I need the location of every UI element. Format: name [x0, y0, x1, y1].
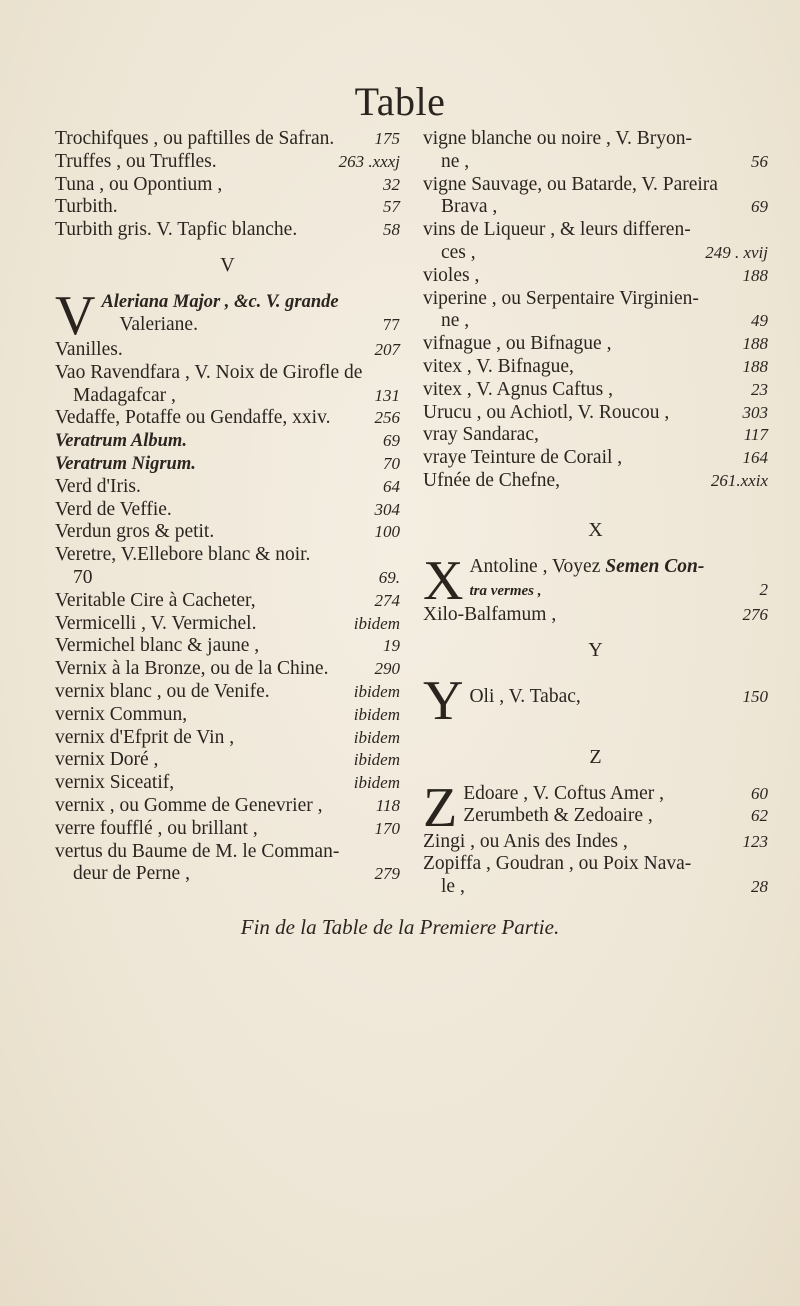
index-entry: [423, 424, 768, 447]
entry-text: Veratrum Album.: [55, 431, 187, 452]
page-number: 188: [742, 356, 768, 376]
page-number: 32: [383, 174, 400, 194]
entry-text: vertus du Baume de M. le Comman-: [55, 840, 340, 862]
entry-continuation: ces ,: [441, 241, 476, 263]
entry-text: vray Sandarac,: [423, 424, 539, 446]
page-number: 304: [374, 499, 400, 519]
end-of-table-note: Fin de la Table de la Premiere Partie.: [240, 915, 560, 939]
page-number: 70: [383, 453, 400, 473]
page-number: 28: [751, 877, 768, 897]
section-heading-x: X: [588, 518, 603, 541]
entry-text: vraye Teinture de Corail ,: [423, 447, 623, 469]
page-number: ibidem: [353, 727, 400, 747]
drop-cap-v: V: [55, 290, 96, 339]
index-entry: [55, 339, 400, 362]
entry-text: Vermicelli , V. Vermichel.: [55, 612, 257, 634]
index-entry: [55, 476, 400, 499]
entry-text: vernix Doré ,: [55, 749, 159, 771]
entry-text: Ufnée de Chefne,: [423, 469, 560, 491]
index-entry: [55, 704, 400, 727]
page-number: 49: [751, 311, 768, 331]
index-entry: [55, 681, 400, 704]
entry-text: vernix , ou Gomme de Genevrier ,: [55, 794, 323, 816]
entry-text: violes ,: [423, 264, 480, 286]
entry-text: vernix Commun,: [55, 703, 188, 725]
index-entry: Oli , V. Tabac, 150: [469, 685, 768, 707]
index-entry: Edoare , V. Coftus Amer , 60: [463, 782, 768, 804]
entry-text: vitex , V. Agnus Caftus ,: [423, 378, 613, 400]
section-heading-y: Y: [588, 638, 603, 661]
v-first-entry: [55, 291, 400, 339]
index-entry: [423, 265, 768, 288]
index-entry: [55, 521, 400, 544]
index-entry: [55, 174, 400, 197]
index-entry: Antoline , Voyez Semen Con-: [469, 555, 705, 577]
index-entry: [423, 333, 768, 356]
entry-text: Zingi , ou Anis des Indes ,: [423, 830, 628, 852]
page-number: ibidem: [353, 750, 400, 770]
index-entry: [423, 356, 768, 379]
index-entry: [55, 772, 400, 795]
page-number: 170: [374, 818, 400, 838]
entry-text: Trochifques , ou paftilles de Safran.: [55, 128, 335, 149]
page-number: 188: [742, 265, 768, 285]
page-number: 123: [742, 831, 768, 851]
entry-text: Veritable Cire à Cacheter,: [55, 589, 256, 611]
index-entry: tra vermes , 2: [469, 579, 768, 599]
page-number: ibidem: [353, 681, 400, 701]
entry-continuation: ne ,: [441, 310, 470, 332]
page-number: 263 .xxxj: [338, 151, 400, 171]
z-first-entry: [423, 783, 768, 831]
entry-text: Verd de Veffie.: [55, 498, 172, 520]
section-heading-z: Z: [589, 745, 602, 768]
index-entry: [55, 128, 400, 151]
entry-text: vernix Siceatif,: [55, 772, 175, 794]
entry-continuation: ne ,: [441, 150, 470, 172]
page-number: 279: [374, 864, 400, 884]
page-number: 256: [374, 408, 400, 428]
entry-text: vifnague , ou Bifnague ,: [423, 333, 612, 355]
page-number: 274: [374, 590, 400, 610]
entry-continuation: Madagafcar ,: [73, 384, 176, 406]
index-entry: [423, 219, 768, 265]
page-number: 69: [751, 197, 768, 217]
index-entry: [423, 604, 768, 627]
left-column: [55, 128, 400, 886]
index-entry: [55, 151, 400, 174]
index-entry: [423, 831, 768, 854]
entry-continuation: Brava ,: [441, 196, 498, 218]
index-entry: [423, 853, 768, 899]
entry-text: Zopiffa , Goudran , ou Poix Nava-: [423, 853, 692, 875]
entry-text: Verd d'Iris.: [55, 475, 141, 497]
entry-text: Vanilles.: [55, 338, 123, 360]
index-entry: [55, 749, 400, 772]
entry-text: Vao Ravendfara , V. Noix de Girofle de: [55, 361, 363, 383]
page-title: Table: [354, 79, 446, 124]
index-entry: [55, 818, 400, 841]
page-number: 69.: [378, 567, 400, 587]
index-entry: [55, 544, 400, 590]
entry-text: vigne blanche ou noire , V. Bryon-: [423, 128, 692, 149]
entry-continuation: deur de Perne ,: [73, 863, 190, 885]
page-number: ibidem: [353, 773, 400, 793]
section-heading-v: V: [220, 253, 235, 276]
entry-continuation: 70: [73, 566, 93, 588]
v-entries: [55, 339, 400, 886]
index-entry: [423, 174, 768, 220]
index-entry: [55, 795, 400, 818]
page-number: 58: [383, 220, 400, 240]
index-entry: [55, 219, 400, 242]
index-entry: [55, 453, 400, 476]
page-number: 188: [742, 334, 768, 354]
page-number: 100: [374, 522, 400, 542]
entry-text: Urucu , ou Achiotl, V. Roucou ,: [423, 401, 670, 423]
page-number: 117: [743, 425, 768, 445]
index-entry: [423, 447, 768, 470]
entry-text: Veretre, V.Ellebore blanc & noir.: [55, 544, 311, 566]
index-entry: [55, 430, 400, 453]
x-entries: [423, 604, 768, 627]
page-number: 175: [374, 129, 400, 148]
page-number: 207: [374, 339, 400, 359]
entry-text: Vernix à la Bronze, ou de la Chine.: [55, 658, 329, 680]
index-entry: [55, 635, 400, 658]
page-number: 249 . xvij: [705, 242, 768, 262]
page-number: ibidem: [353, 704, 400, 724]
v-entries-continued: [423, 128, 768, 493]
page-number: 56: [751, 151, 768, 171]
index-entry: [55, 590, 400, 613]
index-entry: [55, 658, 400, 681]
index-entry: [423, 288, 768, 334]
page-number: 69: [383, 431, 400, 451]
index-entry: [55, 841, 400, 887]
y-first-entry: [423, 676, 768, 724]
page-number: 57: [383, 197, 400, 217]
page-number: 23: [751, 379, 768, 399]
index-entry: [423, 470, 768, 493]
drop-cap-y: Y: [423, 675, 464, 724]
index-entry: Zerumbeth & Zedoaire , 62: [463, 805, 768, 827]
entry-text: Tuna , ou Opontium ,: [55, 173, 223, 195]
index-entry: [55, 196, 400, 219]
z-entries: [423, 831, 768, 899]
page-number: 19: [383, 636, 400, 656]
index-entry: Aleriana Major , &c. V. grande: [101, 291, 339, 312]
page-number: 261.xxix: [710, 470, 768, 490]
entry-text: Turbith gris. V. Tapfic blanche.: [55, 219, 298, 241]
index-entry: [423, 402, 768, 425]
drop-cap-x: X: [423, 555, 464, 604]
index-entry: Valeriane. 77: [119, 313, 400, 335]
entry-text: vernix blanc , ou de Venife.: [55, 680, 270, 702]
page-number: 164: [742, 448, 768, 468]
entry-text: vernix d'Efprit de Vin ,: [55, 726, 235, 748]
page-number: 131: [374, 385, 400, 405]
entry-text: Vedaffe, Potaffe ou Gendaffe, xxiv.: [55, 407, 331, 429]
index-entry: [423, 128, 768, 174]
entry-text: verre foufflé , ou brillant ,: [55, 817, 258, 839]
entry-text: Vermichel blanc & jaune ,: [55, 635, 260, 657]
entry-text: viperine , ou Serpentaire Virginien-: [423, 287, 699, 309]
index-entry: [423, 379, 768, 402]
index-entry: [55, 362, 400, 408]
index-entry: [55, 727, 400, 750]
drop-cap-z: Z: [423, 782, 458, 831]
entry-text: Veratrum Nigrum.: [55, 453, 196, 474]
index-entry: [55, 613, 400, 636]
entry-text: Verdun gros & petit.: [55, 521, 215, 543]
entry-text: Xilo-Balfamum ,: [423, 603, 557, 625]
entry-text: vitex , V. Bifnague,: [423, 355, 574, 377]
index-entry: [55, 407, 400, 430]
page-number: ibidem: [353, 613, 400, 633]
entry-text: vigne Sauvage, ou Batarde, V. Pareira: [423, 173, 718, 195]
right-column: [423, 128, 768, 899]
page-number: 276: [742, 604, 768, 624]
page-number: 64: [383, 476, 400, 496]
page-number: 303: [742, 402, 768, 422]
page-number: 290: [374, 659, 400, 679]
entry-text: Turbith.: [55, 196, 118, 218]
t-entries: [55, 128, 400, 242]
index-entry: [55, 499, 400, 522]
entry-text: vins de Liqueur , & leurs differen-: [423, 219, 691, 241]
page-number: 118: [375, 795, 400, 815]
x-first-entry: [423, 556, 768, 604]
entry-text: Truffes , ou Truffles.: [55, 150, 217, 172]
entry-continuation: le ,: [441, 876, 465, 898]
